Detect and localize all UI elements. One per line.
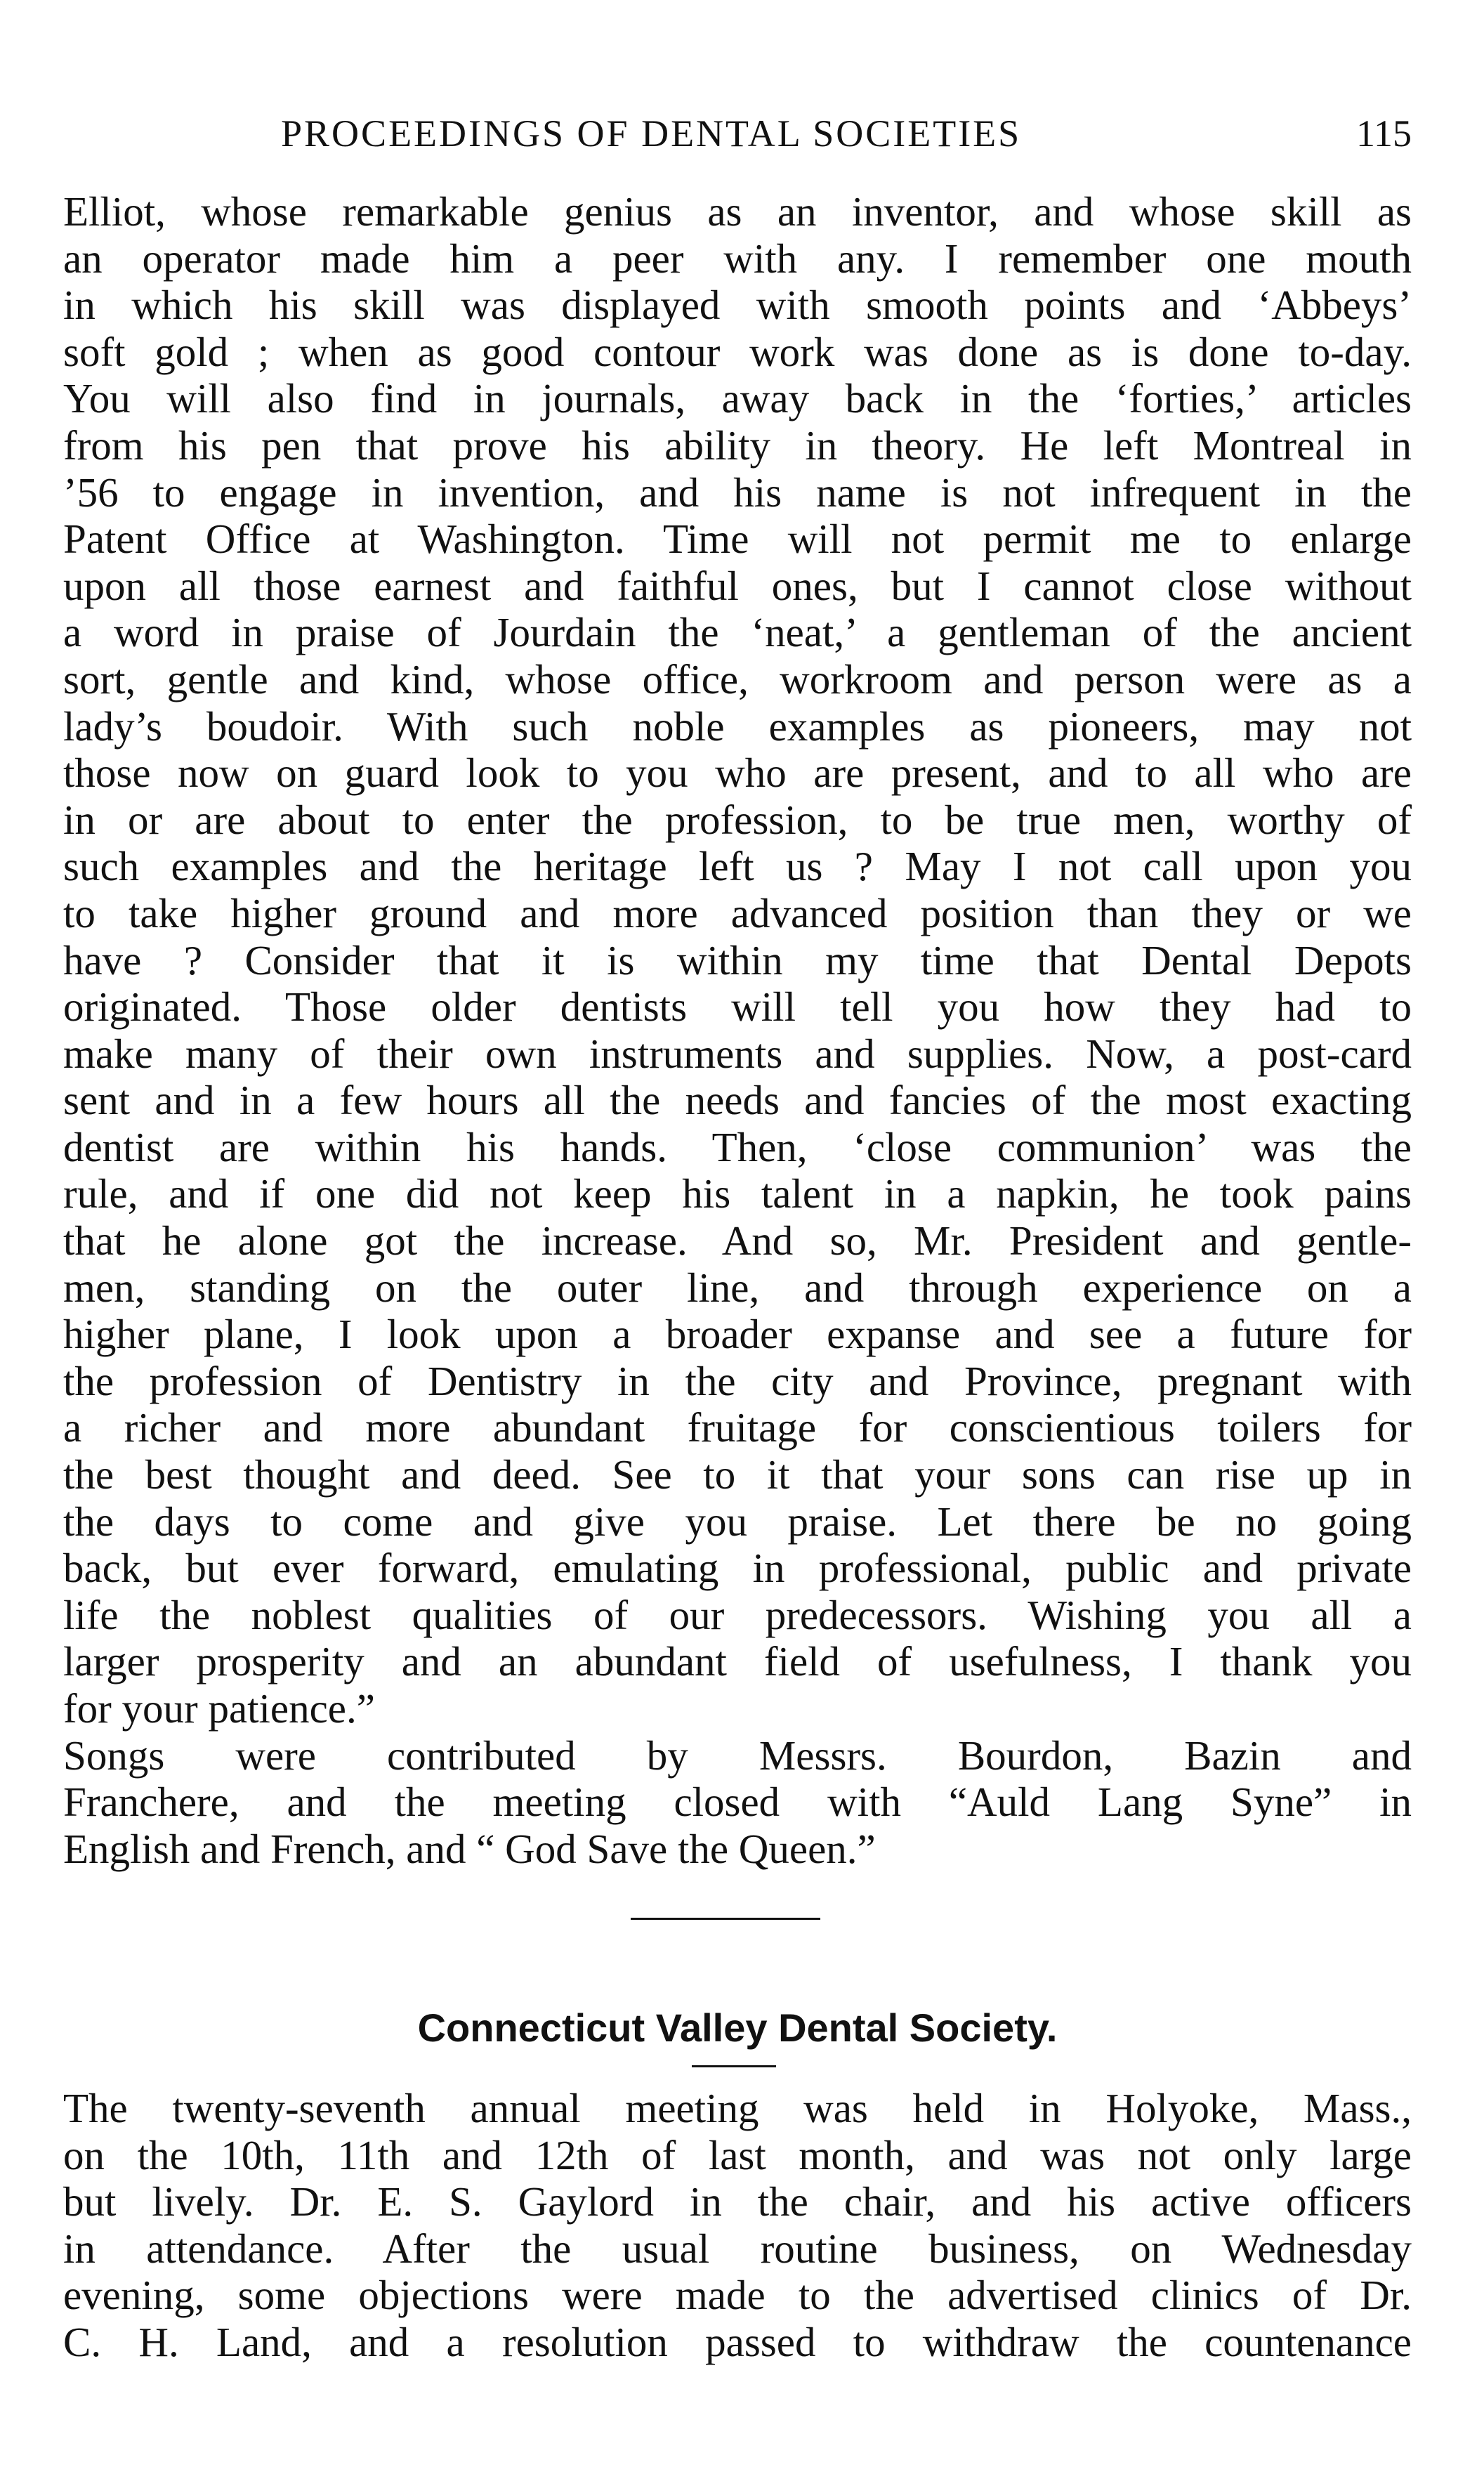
text-line: higher plane, I look upon a broader expanse and see a future for — [63, 1311, 1412, 1358]
text-line: evening, some objections were made to the advertised clinics of Dr. — [63, 2272, 1412, 2319]
running-title: PROCEEDINGS OF DENTAL SOCIETIES — [281, 112, 1022, 155]
text-line: such examples and the heritage left us ? May I not call upon you — [63, 843, 1412, 890]
text-line: C. H. Land, and a resolution passed to withdraw the countenance — [63, 2318, 1412, 2365]
text-line: a richer and more abundant fruitage for conscientious toilers for — [63, 1404, 1412, 1451]
text-line: back, but ever forward, emulating in professional, public and private — [63, 1545, 1412, 1592]
text-line: for your patience.” — [63, 1685, 375, 1732]
text-line: a word in praise of Jourdain the ‘neat,’ a gentleman of the ancient — [63, 609, 1412, 656]
text-line: life the noblest qualities of our predecessors. Wishing you all a — [63, 1591, 1412, 1638]
text-line: in which his skill was displayed with smooth points and ‘Abbeys’ — [63, 282, 1412, 329]
text-line: originated. Those older dentists will tell you how they had to — [63, 983, 1412, 1031]
text-line: Franchere, and the meeting closed with “Auld Lang Syne” in — [63, 1779, 1412, 1826]
text-line: English and French, and “ God Save the Queen.” — [63, 1825, 876, 1872]
section-body — [63, 2085, 1412, 2366]
text-line: Elliot, whose remarkable genius as an inventor, and whose skill as — [63, 188, 1412, 235]
section-divider — [631, 1918, 820, 1920]
text-line: to take higher ground and more advanced position than they or we — [63, 889, 1412, 936]
text-line: the days to come and give you praise. Let there be no going — [63, 1498, 1412, 1545]
text-line: those now on guard look to you who are present, and to all who are — [63, 750, 1412, 797]
text-line: lady’s boudoir. With such noble examples as pioneers, may not — [63, 702, 1412, 750]
text-line: The twenty-seventh annual meeting was held in Holyoke, Mass., — [63, 2085, 1412, 2131]
section-heading: Connecticut Valley Dental Society. — [417, 2006, 1058, 2050]
text-line: ’56 to engage in invention, and his name is not infrequent in the — [63, 469, 1412, 516]
running-head — [63, 105, 1412, 162]
heading-rule — [692, 2065, 776, 2067]
text-line: from his pen that prove his ability in theory. He left Montreal in — [63, 421, 1412, 469]
paragraph-closing-address — [63, 188, 1412, 1732]
text-line: Patent Office at Washington. Time will not permit me to enlarge — [63, 516, 1412, 563]
text-line: dentist are within his hands. Then, ‘close communion’ was the — [63, 1123, 1412, 1170]
body-text — [63, 188, 1412, 1872]
page-number: 115 — [1356, 112, 1412, 155]
text-line: men, standing on the outer line, and through experience on a — [63, 1264, 1412, 1311]
text-line: the profession of Dentistry in the city and Province, pregnant with — [63, 1357, 1412, 1404]
text-line: make many of their own instruments and supplies. Now, a post-card — [63, 1030, 1412, 1077]
text-line: in attendance. After the usual routine business, on Wednesday — [63, 2225, 1412, 2272]
text-line: have ? Consider that it is within my time that Dental Depots — [63, 936, 1412, 983]
text-line: larger prosperity and an abundant field of usefulness, I thank you — [63, 1638, 1412, 1685]
text-line: upon all those earnest and faithful ones, but I cannot close without — [63, 562, 1412, 609]
text-line: rule, and if one did not keep his talent in a napkin, he took pains — [63, 1170, 1412, 1217]
text-line: sort, gentle and kind, whose office, workroom and person were as a — [63, 655, 1412, 702]
text-line: Songs were contributed by Messrs. Bourdon, Bazin and — [63, 1732, 1412, 1779]
text-line: but lively. Dr. E. S. Gaylord in the chair, and his active officers — [63, 2178, 1412, 2225]
text-line: an operator made him a peer with any. I remember one mouth — [63, 235, 1412, 282]
text-line: on the 10th, 11th and 12th of last month, and was not only large — [63, 2131, 1412, 2178]
text-line: soft gold ; when as good contour work was done as is done to-day. — [63, 328, 1412, 375]
text-line: in or are about to enter the profession, to be true men, worthy of — [63, 796, 1412, 843]
paragraph-songs — [63, 1732, 1412, 1873]
text-line: that he alone got the increase. And so, Mr. President and gentle- — [63, 1217, 1412, 1264]
text-line: You will also find in journals, away back in the ‘forties,’ articles — [63, 375, 1412, 422]
text-line: sent and in a few hours all the needs and fancies of the most exacting — [63, 1077, 1412, 1124]
text-line: the best thought and deed. See to it that your sons can rise up in — [63, 1451, 1412, 1498]
